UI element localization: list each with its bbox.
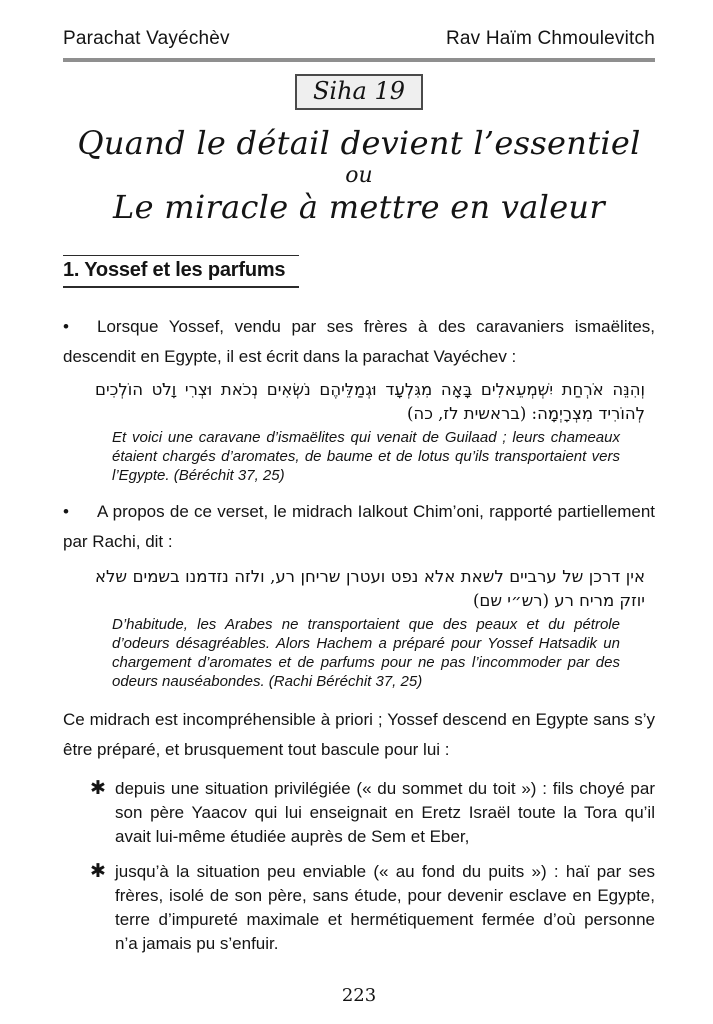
page-header: [63, 28, 655, 62]
translation-rachi: D’habitude, les Arabes ne transportaient que des peaux et du pétrole d’odeurs désagréables. Alors Hachem a préparé pour Yossef Hatsadik un chargement d’aromates et de parfums pour ne pas l’incommoder par des odeurs nauséabondes. (Rachi Béréchit 37, 25): [112, 616, 620, 690]
translation-berechit: Et voici une caravane d’ismaëlites qui venait de Guilaad ; leurs chameaux étaient chargés d’aromates, de baume et de lotus qu’ils transportaient vers l’Egypte. (Béréchit 37, 25): [112, 429, 620, 484]
paragraph-text: Lorsque Yossef, vendu par ses frères à des caravaniers ismaëlites, descendit en Egypte, il est écrit dans la parachat Vayéchev :: [63, 317, 655, 366]
paragraph-midrach-intro: [63, 497, 655, 557]
main-title: [63, 124, 655, 227]
title-line-2: Le miracle à mettre en valeur: [113, 188, 605, 226]
siha-badge-row: [63, 74, 655, 110]
list-item-text: depuis une situation privilégiée (« du sommet du toit ») : fils choyé par son père Yaacov qui lui enseignait en Eretz Israël toute la Tora qu’il avait lui-même étudiée auprès de Sem et Eber,: [115, 779, 655, 846]
paragraph-yossef-sold: [63, 312, 655, 372]
page-number: 223: [341, 985, 377, 1006]
asterisk-bullet-icon: ✱: [90, 778, 106, 799]
hebrew-quote-rachi: אין דרכן של ערביים לשאת אלא נפט ועטרן שריחן רע, ולזה נזדמנו בשמים שלא יוזק מריח רע (רש״י שם): [95, 567, 645, 610]
siha-badge: Siha 19: [295, 74, 423, 110]
bullet-icon: •: [63, 317, 69, 336]
title-connector: ou: [345, 163, 373, 188]
section-heading-1: 1. Yossef et les parfums: [63, 255, 299, 288]
paragraph-text: A propos de ce verset, le midrach Ialkout Chim’oni, rapporté partiellement par Rachi, dit :: [63, 502, 655, 551]
paragraph-midrach-question: Ce midrach est incompréhensible à priori ; Yossef descend en Egypte sans s’y être préparé, et brusquement tout bascule pour lui :: [63, 710, 655, 759]
list-item-text: jusqu’à la situation peu enviable (« au fond du puits ») : haï par ses frères, isolé de son père, sans étude, pour devenir esclave en Egypte, terre d’impureté maximale et hermétiquement fermée d’où personne n’a jamais pu s’enfuir.: [115, 862, 655, 953]
bullet-icon: •: [63, 502, 69, 521]
asterisk-bullet-icon: ✱: [90, 861, 106, 882]
hebrew-verse-berechit: וְהִנֵּה אֹרְחַת יִשְׁמְעֵאלִים בָּאָה מִגִּלְעָד וּגְמַלֵּיהֶם נֹשְׂאִים נְכֹאת וּצְרִי וָלֹט הוֹלְכִים לְהוֹרִיד מִצְרָיְמָה: (בראשית לז, כה): [95, 380, 645, 423]
list-item-situation-enviable: [90, 860, 655, 956]
header-author-name: Rav Haïm Chmoulevitch: [445, 28, 655, 49]
header-parasha-title: Parachat Vayéchèv: [63, 28, 230, 49]
title-line-1: Quand le détail devient l’essentiel: [77, 124, 641, 162]
list-item-situation-privilegiee: [90, 777, 655, 849]
